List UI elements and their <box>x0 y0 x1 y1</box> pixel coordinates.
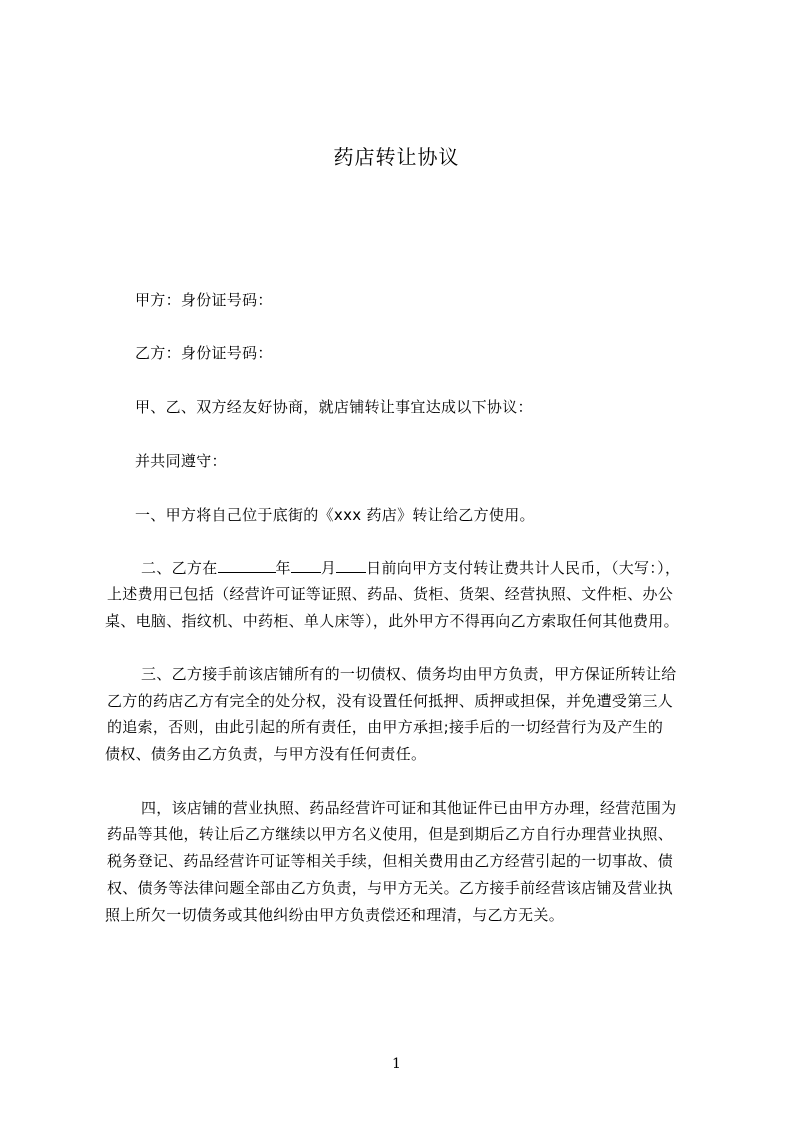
clause-3-line-1: 三、乙方接手前该店铺所有的一切债权、债务均由甲方负责，甲方保证所转让给 <box>141 665 677 683</box>
clause-1: 一、甲方将自己位于底街的《xxx 药店》转让给乙方使用。 <box>135 506 535 524</box>
clause-4-line-4: 权、债务等法律问题全部由乙方负责，与甲方无关。乙方接手前经营该店铺及营业执 <box>107 879 674 897</box>
clause-4-line-1: 四，该店铺的营业执照、药品经营许可证和其他证件已由甲方办理，经营范围为 <box>141 799 677 817</box>
clause-2-month: 月 <box>320 559 337 577</box>
clause-4-line-2: 药品等其他，转让后乙方继续以甲方名义使用，但是到期后乙方自行办理营业执照、 <box>107 825 674 843</box>
clause-2-year: 年 <box>275 559 291 577</box>
party-a-line: 甲方：身份证号码： <box>135 291 273 309</box>
clause-3-line-4: 债权、债务由乙方负责，与甲方没有任何责任。 <box>105 745 427 763</box>
intro-continued-line: 并共同遵守： <box>135 452 227 470</box>
clause-2-line-3: 桌、电脑、指纹机、中药柜、单人床等），此外甲方不得再向乙方索取任何其他费用。 <box>105 612 679 630</box>
day-blank <box>336 558 366 573</box>
month-blank <box>291 558 321 573</box>
year-blank <box>218 558 276 573</box>
party-b-line: 乙方：身份证号码： <box>135 344 273 362</box>
clause-4-line-3: 税务登记、药品经营许可证等相关手续，但相关费用由乙方经营引起的一切事故、债 <box>107 852 674 870</box>
clause-2-day-rest: 日前向甲方支付转让费共计人民币，（大写：）， <box>366 559 681 577</box>
clause-4-line-5: 照上所欠一切债务或其他纠纷由甲方负责偿还和理清，与乙方无关。 <box>105 906 565 924</box>
clause-3-line-2: 乙方的药店乙方有完全的处分权，没有设置任何抵押、质押或担保，并免遭受第三人 <box>107 692 674 710</box>
document-title: 药店转让协议 <box>333 145 460 169</box>
page-number: 1 <box>392 1056 401 1072</box>
clause-2-prefix: 二、乙方在 <box>141 559 218 577</box>
clause-2-line-2: 上述费用已包括（经营许可证等证照、药品、货柜、货架、经营执照、文件柜、办公 <box>107 585 674 603</box>
intro-line: 甲、乙、双方经友好协商，就店铺转让事宜达成以下协议： <box>135 398 533 416</box>
clause-2-line-1 <box>141 557 741 579</box>
clause-3-line-3: 的追索，否则，由此引起的所有责任，由甲方承担;接手后的一切经营行为及产生的 <box>107 718 664 736</box>
